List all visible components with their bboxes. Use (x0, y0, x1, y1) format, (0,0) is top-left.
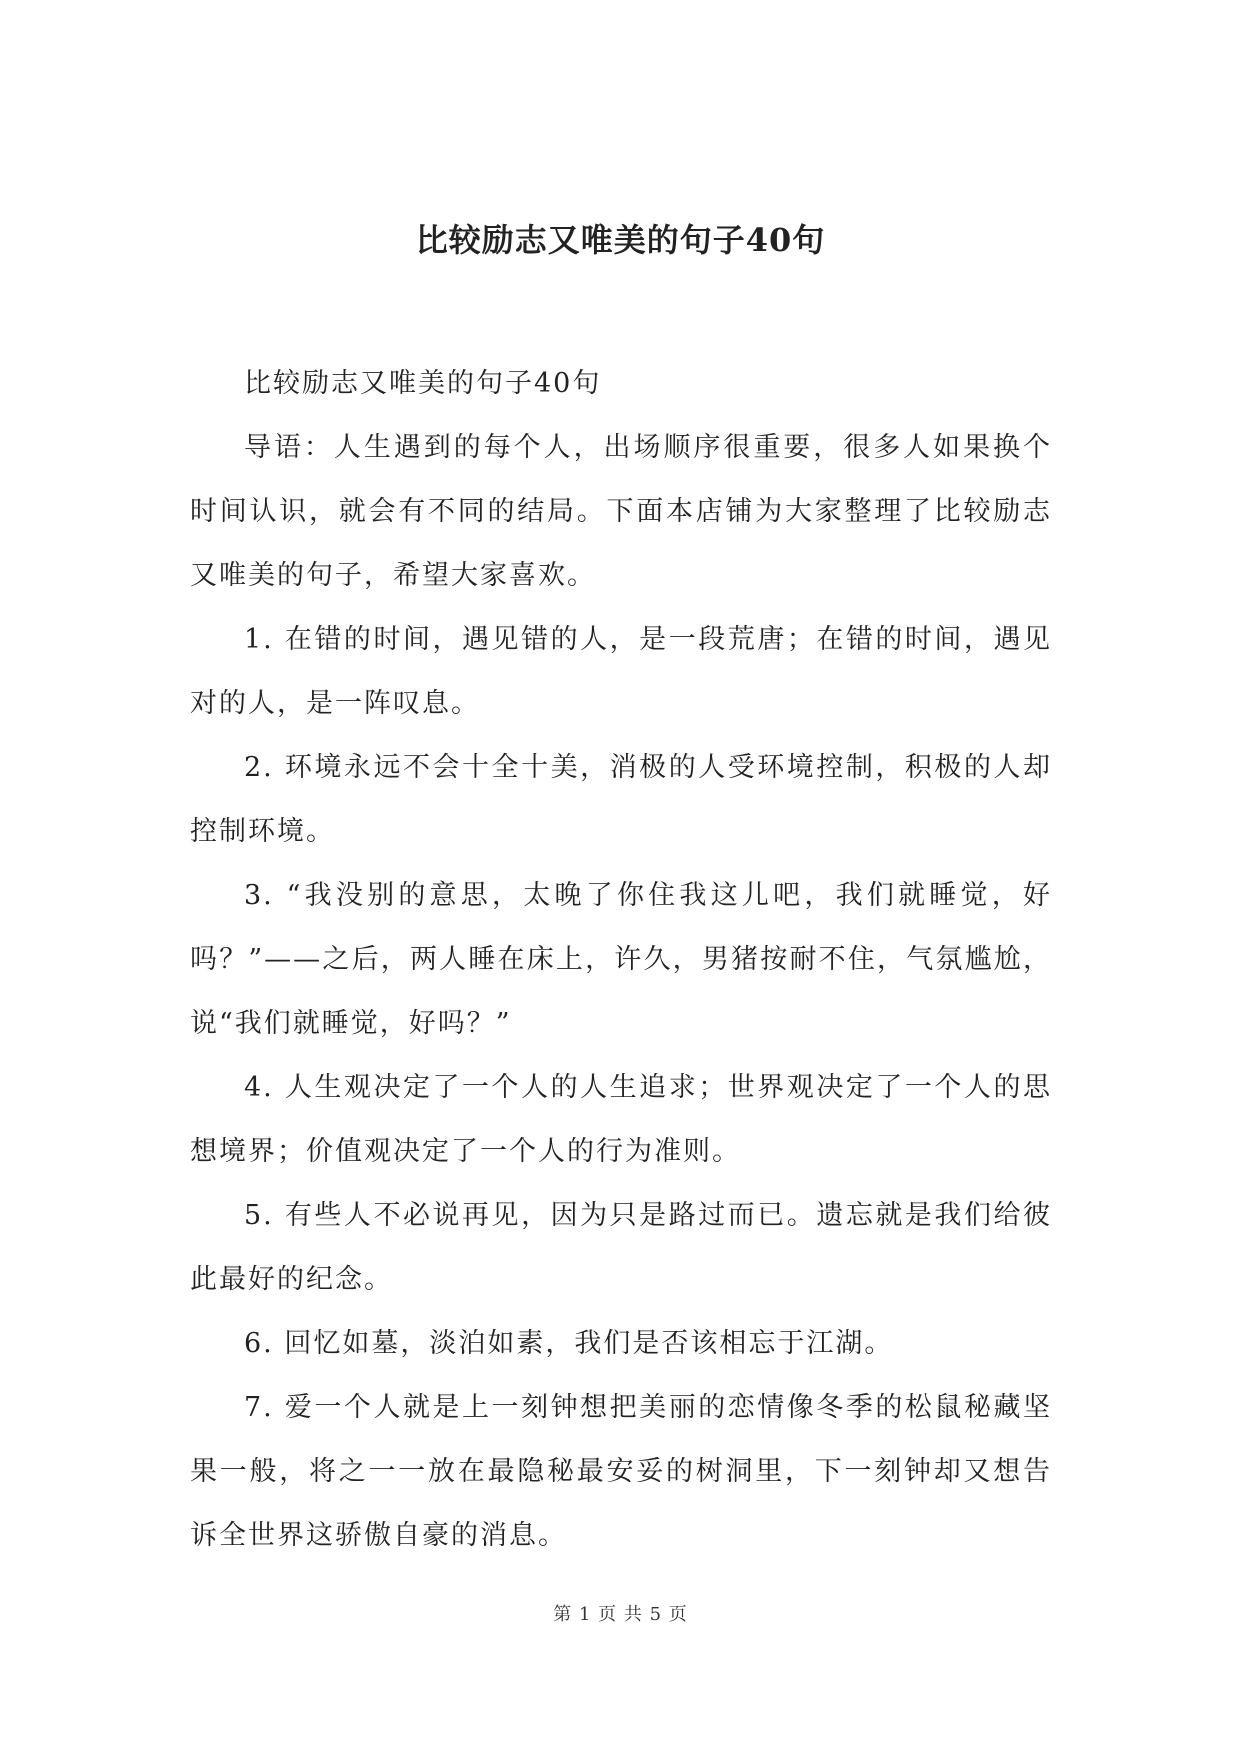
paragraph-item-7: 7. 爱一个人就是上一刻钟想把美丽的恋情像冬季的松鼠秘藏坚果一般，将之一一放在最隐秘最安妥的树洞里，下一刻钟却又想告诉全世界这骄傲自豪的消息。 (190, 1392, 1052, 1551)
paragraph-item-5: 5. 有些人不必说再见，因为只是路过而已。遗忘就是我们给彼此最好的纪念。 (190, 1200, 1052, 1295)
paragraph-item-3: 3. “我没别的意思，太晚了你住我这儿吧，我们就睡觉，好吗？”——之后，两人睡在床上，许久，男猪按耐不住，气氛尴尬，说“我们就睡觉，好吗？” (190, 880, 1052, 1039)
document-title: 比较励志又唯美的句子40句 (415, 221, 826, 259)
page-footer: 第 1 页 共 5 页 (553, 1604, 688, 1625)
paragraph-item-4: 4. 人生观决定了一个人的人生追求；世界观决定了一个人的思想境界；价值观决定了一个人的行为准则。 (190, 1072, 1052, 1167)
paragraph-subtitle: 比较励志又唯美的句子40句 (244, 368, 602, 399)
document-body (190, 352, 1052, 1568)
paragraph-item-6: 6. 回忆如墓，淡泊如素，我们是否该相忘于江湖。 (244, 1328, 894, 1359)
paragraph-item-2: 2. 环境永远不会十全十美，消极的人受环境控制，积极的人却控制环境。 (190, 752, 1052, 847)
paragraph-item-1: 1. 在错的时间，遇见错的人，是一段荒唐；在错的时间，遇见对的人，是一阵叹息。 (190, 624, 1052, 719)
paragraph-intro: 导语：人生遇到的每个人，出场顺序很重要，很多人如果换个时间认识，就会有不同的结局。下面本店铺为大家整理了比较励志又唯美的句子，希望大家喜欢。 (190, 432, 1052, 591)
